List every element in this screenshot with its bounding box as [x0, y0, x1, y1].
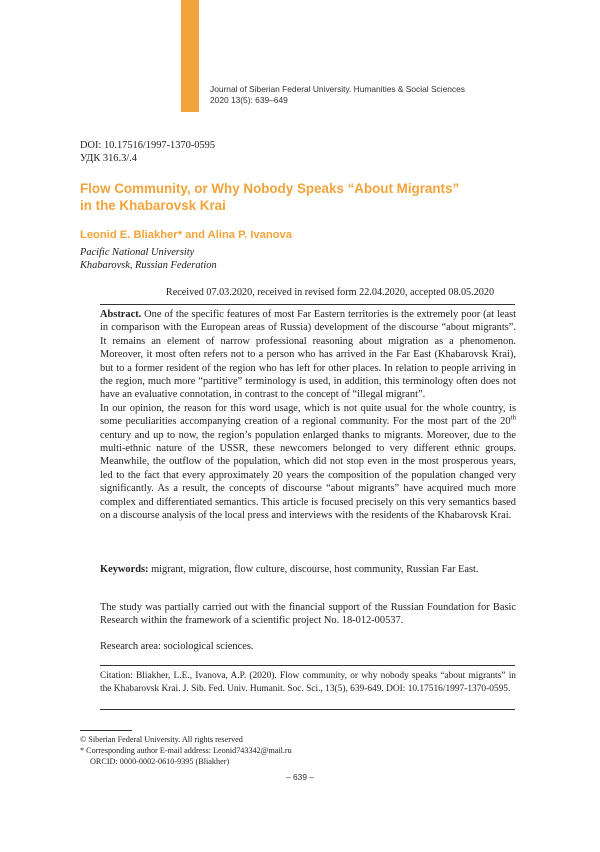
abstract-superscript: th [510, 413, 516, 422]
article-title-line-2: in the Khabarovsk Krai [80, 198, 226, 213]
footnotes [80, 734, 292, 767]
abstract-paragraph-2 [100, 402, 516, 523]
corresponding-author-note: * Corresponding author E-mail address: Leonid743342@mail.ru [80, 746, 292, 755]
journal-name: Journal of Siberian Federal University. Humanities & Social Sciences [210, 84, 465, 94]
keywords [100, 563, 516, 576]
citation-bottom-rule [100, 709, 515, 710]
article-title [80, 180, 520, 214]
keywords-label: Keywords: [100, 564, 149, 575]
journal-header [210, 84, 570, 106]
orcid-note: ORCID: 0000-0002-0610-9395 (Bliakher) [90, 757, 230, 766]
article-title-line-1: Flow Community, or Why Nobody Speaks “About Migrants” [80, 181, 460, 196]
affiliation-university: Pacific National University [80, 247, 195, 258]
abstract-text-1: One of the specific features of most Far Eastern territories is the extremely poor (at least in comparison with the European areas of Russia) development of the discourse “about migrants”. It remains an element of narrow professional reasoning about migration as a phenomenon. Moreover, it most often refers not to a person who has arrived in the Far East (Khabarovsk Krai), but to a former resident of the region who has left for other places. In relation to people arriving in the region, much more “partitive” terminology is used, in addition, this terminology often does not have an evaluative connotation, in contrast to the concept of “illegal migrant”. [100, 309, 516, 401]
keywords-text: migrant, migration, flow culture, discourse, host community, Russian Far East. [148, 564, 479, 575]
udk: УДК 316.3/.4 [80, 153, 137, 164]
citation [100, 670, 516, 695]
article-identifiers [80, 139, 215, 165]
funding-note [100, 601, 516, 628]
journal-issue: 2020 13(5): 639–649 [210, 95, 288, 105]
funding-text: The study was partially carried out with the financial support of the Russian Foundation for Basic Research within the framework of a scientific project No. 18-012-00537. [100, 602, 516, 627]
footnote-rule [80, 730, 132, 731]
abstract-paragraph-1 [100, 308, 516, 402]
copyright-note: © Siberian Federal University. All rights reserved [80, 735, 243, 744]
abstract-top-rule [100, 304, 515, 305]
abstract-label: Abstract. [100, 309, 142, 320]
research-area-text: Research area: sociological sciences. [100, 641, 254, 652]
abstract-text-2a: In our opinion, the reason for this word usage, which is not quite usual for the whole country, is some peculiarities accompanying creation of a regional community. For the most part of the 20 [100, 402, 516, 428]
received-dates: Received 07.03.2020, received in revised form 22.04.2020, accepted 08.05.2020 [165, 287, 495, 298]
citation-top-rule [100, 665, 515, 666]
keywords-paragraph [100, 563, 516, 576]
affiliation-location: Khabarovsk, Russian Federation [80, 260, 217, 272]
research-area [100, 640, 516, 653]
page-number: – 639 – [286, 772, 314, 782]
citation-text: Citation: Bliakher, L.E., Ivanova, A.P. (2020). Flow community, or why nobody speaks “about migrants” in the Khabarovsk Krai. J. Sib. Fed. Univ. Humanit. Soc. Sci., 13(5), 639-649. DOI: 10.17516/1997-1370-0595. [100, 671, 516, 694]
affiliation [80, 246, 217, 273]
authors: Leonid E. Bliakher* and Alina P. Ivanova [80, 229, 293, 241]
abstract [100, 308, 516, 523]
abstract-text-2b: century and up to now, the region’s population enlarged thanks to migrants. Moreover, due to the multi-ethnic nature of the USSR, these newcomers belonged to very different ethnic groups. Meanwhile, the outflow of the population, which did not stop even in the most prosperous years, led to the fact that every approximately 20 years the composition of the population changed very significantly. As a result, the concepts of discourse “about migrants” have acquired much more complex and differentiated semantics. This article is focused precisely on this very semantics based on a discourse analysis of the local press and interviews with the residents of the Khabarovsk Krai. [100, 429, 516, 522]
doi: DOI: 10.17516/1997-1370-0595 [80, 140, 216, 151]
journal-accent-bar [181, 0, 199, 112]
